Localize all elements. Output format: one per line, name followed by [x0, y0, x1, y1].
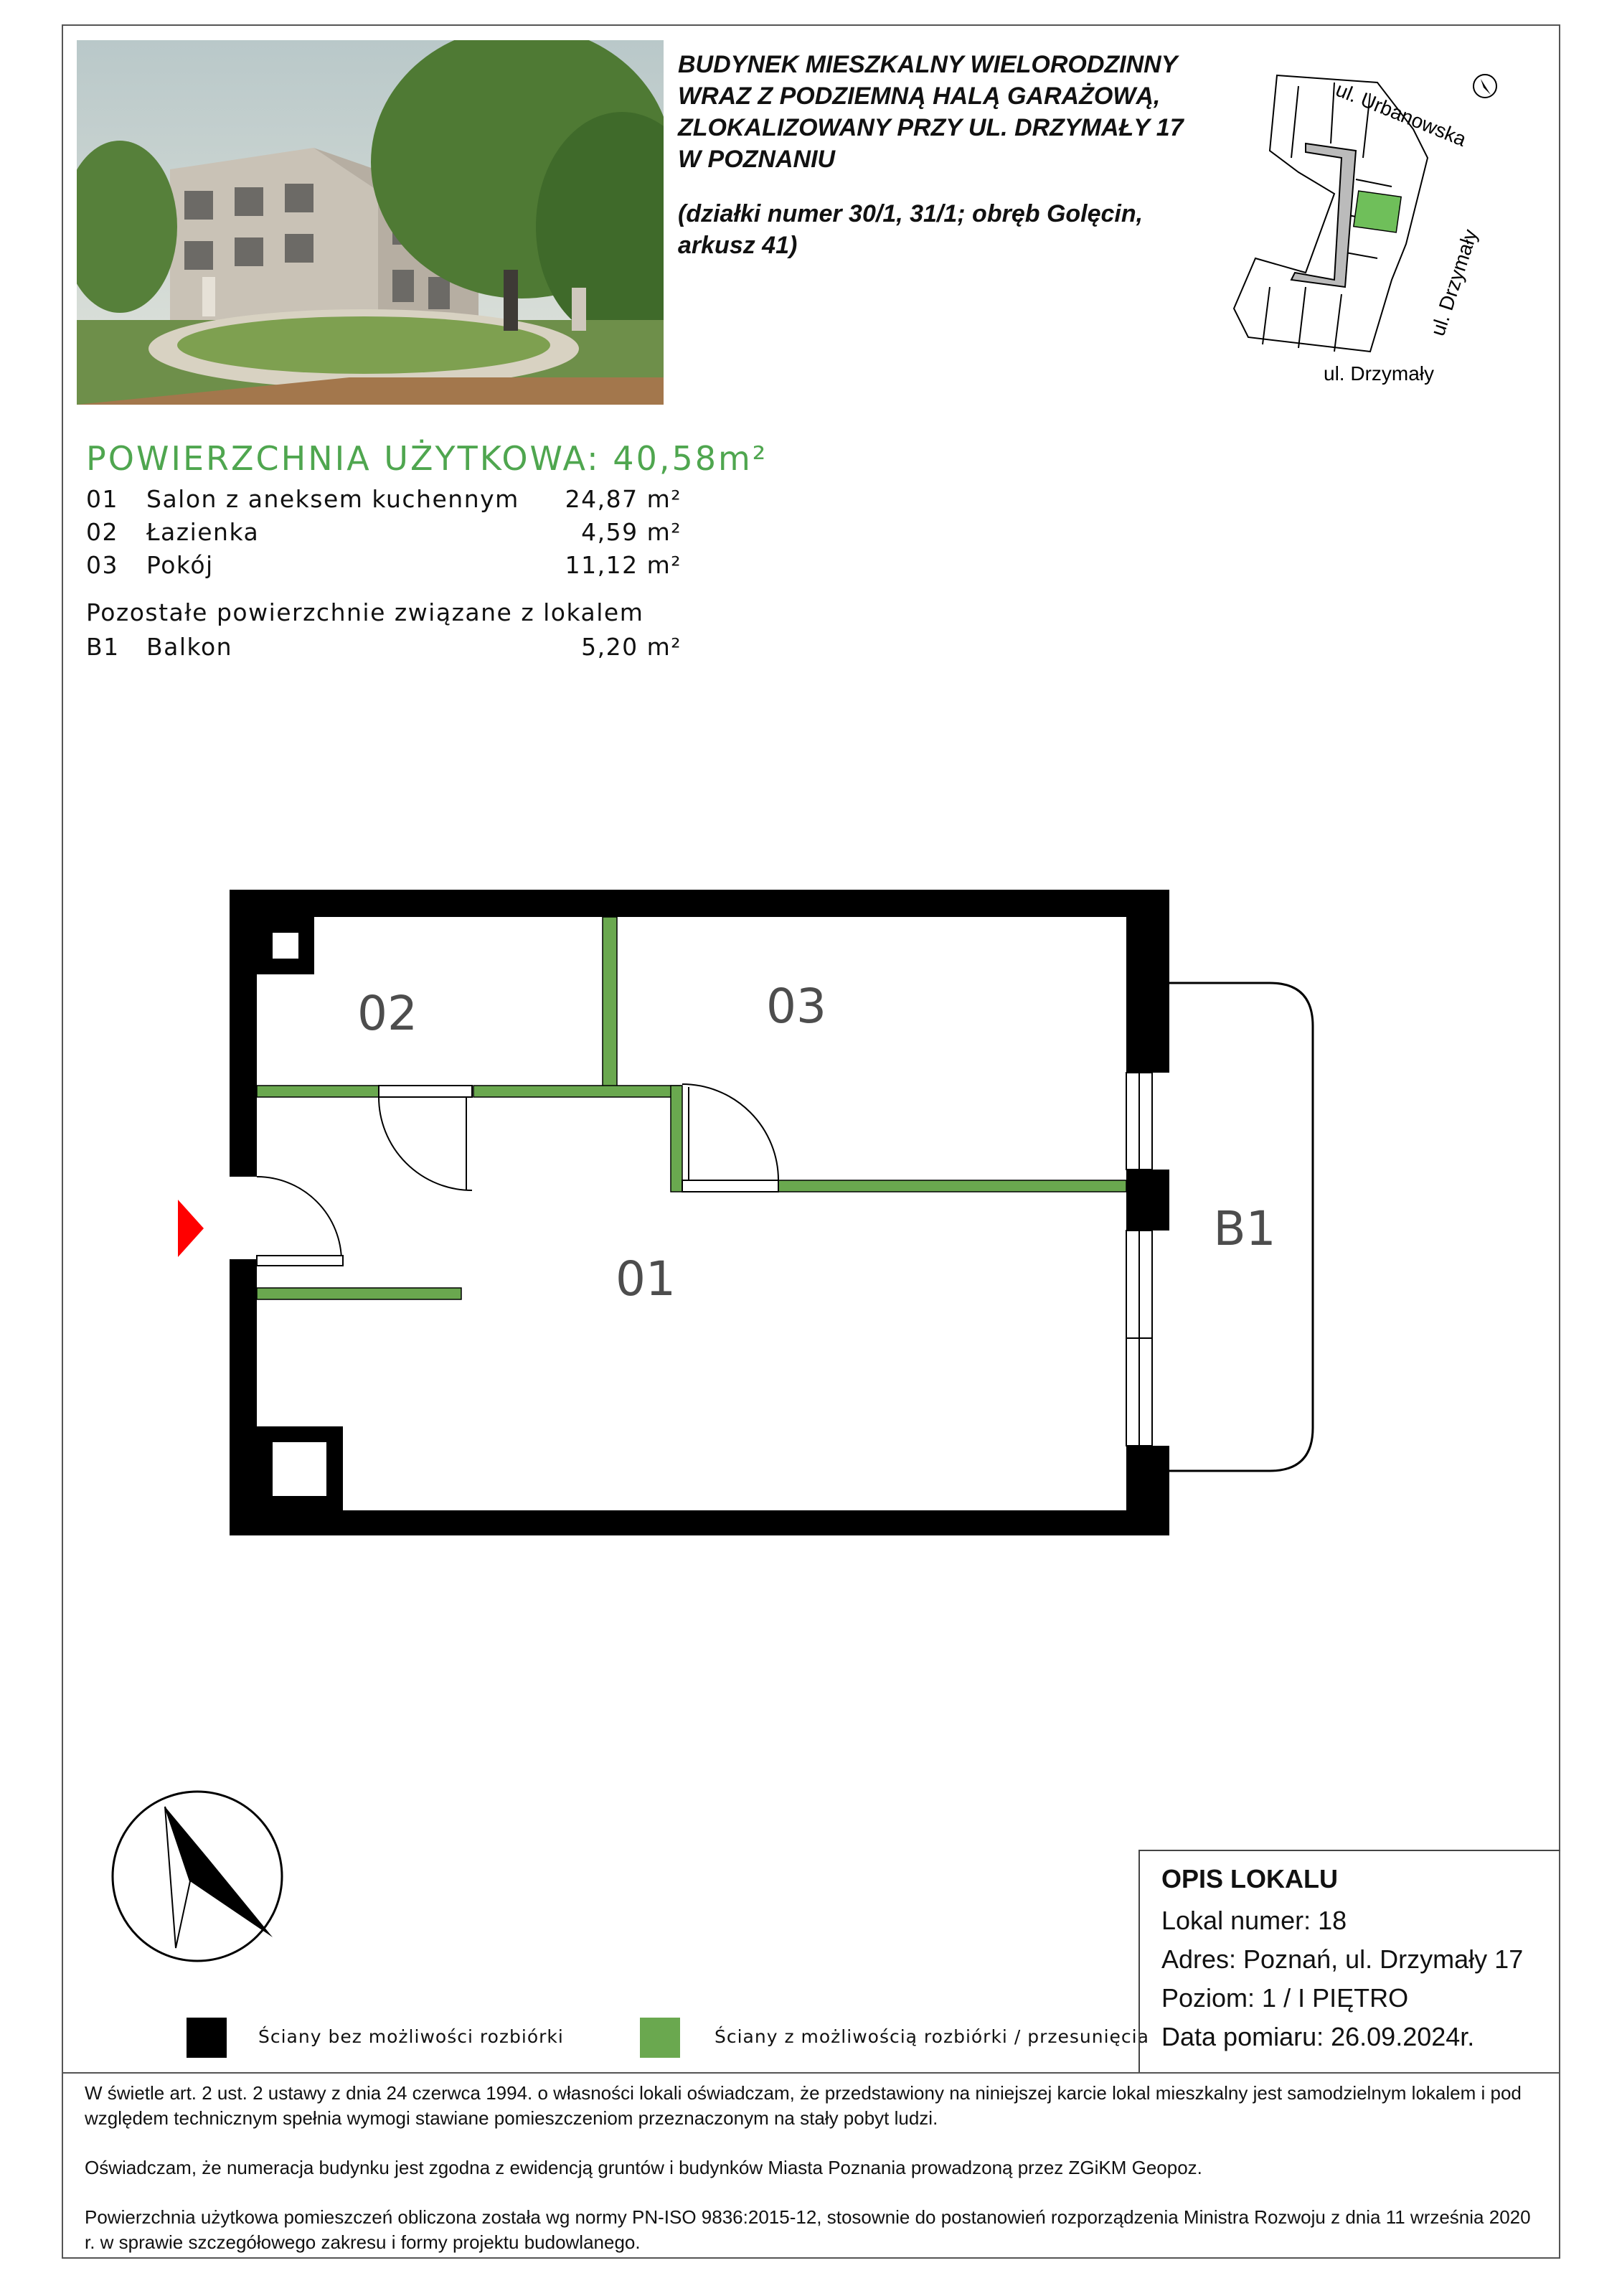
title-line: BUDYNEK MIESZKALNY WIELORODZINNY: [678, 51, 1178, 78]
project-title: [678, 49, 1266, 261]
windows: [1126, 1073, 1152, 1446]
room-name: Pokój: [146, 551, 214, 579]
description-line: Data pomiaru: 26.09.2024r.: [1161, 2022, 1475, 2051]
entrance-arrow-icon: [178, 1200, 204, 1257]
room-name: Balkon: [146, 633, 233, 661]
street-right-label: ul. Drzymały: [1426, 226, 1482, 339]
room-area: 5,20 m²: [581, 633, 682, 661]
description-line: Adres: Poznań, ul. Drzymały 17: [1161, 1944, 1524, 1974]
description-line: Poziom: 1 / I PIĘTRO: [1161, 1983, 1409, 2013]
other-areas-heading-text: Pozostałe powierzchnie związane z lokalem: [86, 598, 644, 626]
doors: [257, 1084, 778, 1266]
room-row: [86, 485, 682, 518]
footer-paragraph: W świetle art. 2 ust. 2 ustawy z dnia 24 czerwca 1994. o własności lokali oświadczam, że przedstawiony na niniejszej karcie lokal mieszkalny jest samodzielnym lokalem i pod względem technicznym spełnia wymogi stawiane pomieszczeniom przeznaczonym na stały pobyt ludzi.: [85, 2082, 1522, 2129]
room-number: 03: [86, 551, 118, 579]
room-row: [86, 551, 682, 584]
title-line: ZLOKALIZOWANY PRZY UL. DRZYMAŁY 17: [678, 114, 1184, 141]
room-label-02: 02: [357, 986, 418, 1041]
room-number: B1: [86, 633, 120, 661]
footer-divider: [62, 2072, 1560, 2074]
room-number: 01: [86, 485, 118, 513]
usable-area-heading: [86, 439, 768, 478]
apartment-description: [1138, 1850, 1560, 2074]
room-name: Salon z aneksem kuchennym: [146, 485, 519, 513]
apartment-location-highlight: [1354, 191, 1401, 232]
parcel-line: (działki numer 30/1, 31/1; obręb Golęcin,: [678, 200, 1144, 227]
room-name: Łazienka: [146, 518, 260, 546]
street-top-label: ul. Urbanowska: [1332, 77, 1470, 151]
compass-rose-icon: [108, 1787, 287, 1966]
legend-fixed-walls: [187, 2018, 588, 2061]
description-line: Lokal numer: 18: [1161, 1906, 1347, 1935]
footer-paragraph: Powierzchnia użytkowa pomieszczeń obliczona została wg normy PN-ISO 9836:2015-12, stosownie do postanowień rozporządzenia Ministra Rozwoju z dnia 11 września 2020 r. w sprawie szczegółowego zakresu i formy projektu budowlanego.: [85, 2206, 1531, 2253]
room-label-03: 03: [766, 979, 826, 1034]
street-bottom-label: ul. Drzymały: [1324, 362, 1435, 385]
site-location-map: [1191, 43, 1521, 402]
north-arrow-icon: [1474, 75, 1496, 98]
building-visualization-image: [77, 40, 664, 405]
footer-paragraph: Oświadczam, że numeracja budynku jest zgodna z ewidencją gruntów i budynków Miasta Poznania prowadzoną przez ZGiKM Geopoz.: [85, 2157, 1202, 2178]
room-area: 11,12 m²: [565, 551, 682, 579]
usable-area-value: 40,58m²: [613, 439, 768, 478]
room-number: 02: [86, 518, 118, 546]
legend-fixed-label: Ściany bez możliwości rozbiórki: [258, 2026, 564, 2047]
room-list: [86, 485, 682, 666]
other-areas-heading: [86, 598, 682, 633]
legend-swatch-black: [187, 2018, 227, 2058]
legend-swatch-green: [640, 2018, 680, 2058]
room-label-01: 01: [616, 1251, 676, 1307]
footer-statements: [85, 2081, 1534, 2279]
room-row: [86, 633, 682, 666]
title-line: W POZNANIU: [678, 146, 836, 173]
title-line: WRAZ Z PODZIEMNĄ HALĄ GARAŻOWĄ,: [678, 83, 1161, 110]
room-area: 4,59 m²: [581, 518, 682, 546]
balcony-label-b1: B1: [1213, 1201, 1276, 1256]
legend-movable-label: Ściany z możliwością rozbiórki / przesunięcia: [715, 2026, 1149, 2047]
usable-area-label: POWIERZCHNIA UŻYTKOWA:: [86, 439, 600, 478]
legend-movable-walls: [640, 2018, 1149, 2061]
parcel-line: arkusz 41): [678, 232, 798, 259]
partition-walls: [257, 917, 1126, 1299]
description-heading: OPIS LOKALU: [1161, 1864, 1339, 1893]
room-area: 24,87 m²: [565, 485, 682, 513]
floor-plan: [165, 875, 1327, 1535]
room-row: [86, 518, 682, 551]
